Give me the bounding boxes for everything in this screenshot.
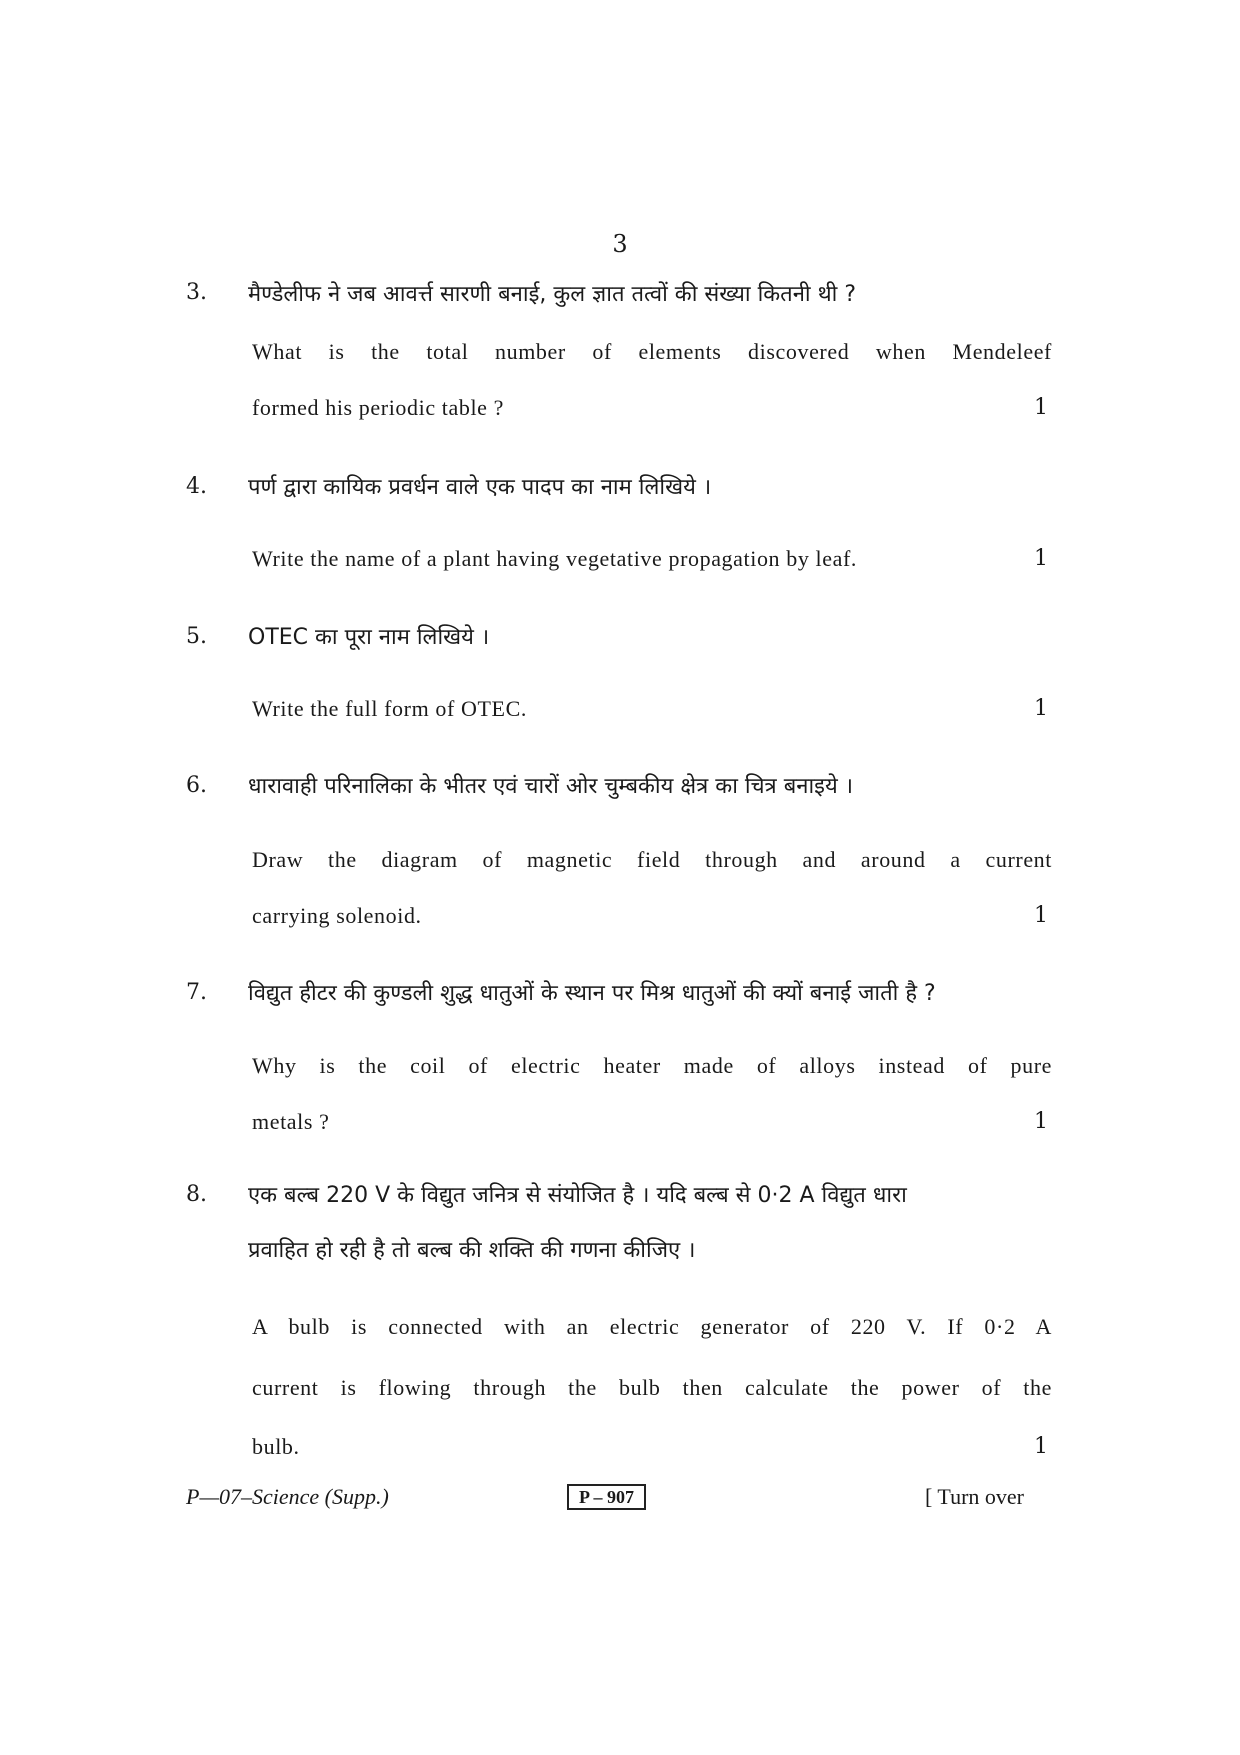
question-number: 5. [186,624,207,649]
question-english: A bulb is connected with an electric generator of 220 V. If 0·2 A [252,1314,1052,1339]
paper-number-box: P – 907 [567,1484,646,1510]
question-number: 3. [186,280,207,305]
question-number: 4. [186,474,207,499]
question-number: 7. [186,980,207,1005]
question-english: Write the name of a plant having vegetative propagation by leaf. [252,546,858,571]
question-hindi: पर्ण द्वारा कायिक प्रवर्धन वाले एक पादप का नाम लिखिये । [248,475,712,500]
question-english: carrying solenoid. [252,903,422,928]
question-hindi: मैण्डेलीफ ने जब आवर्त्त सारणी बनाई, कुल ज्ञात तत्वों की संख्या कितनी थी ? [248,282,857,307]
question-english: Draw the diagram of magnetic field through and around a current [252,847,1052,872]
marks: 1 [1034,696,1048,721]
question-english: Why is the coil of electric heater made of alloys instead of pure [252,1053,1052,1078]
question-hindi: प्रवाहित हो रही है तो बल्ब की शक्ति की गणना कीजिए । [248,1238,696,1263]
question-hindi: धारावाही परिनालिका के भीतर एवं चारों ओर चुम्बकीय क्षेत्र का चित्र बनाइये । [248,774,854,799]
question-hindi: एक बल्ब 220 V के विद्युत जनित्र से संयोजित है । यदि बल्ब से 0·2 A विद्युत धारा [248,1183,907,1208]
marks: 1 [1034,1434,1048,1459]
question-hindi: OTEC का पूरा नाम लिखिये । [248,625,490,650]
question-number: 8. [186,1182,207,1207]
question-hindi: विद्युत हीटर की कुण्डली शुद्ध धातुओं के स्थान पर मिश्र धातुओं की क्यों बनाई जाती है ? [248,981,936,1006]
paper-code: P—07–Science (Supp.) [186,1484,389,1509]
question-english: bulb. [252,1434,300,1459]
marks: 1 [1034,1109,1048,1134]
marks: 1 [1034,903,1048,928]
question-english: What is the total number of elements discovered when Mendeleef [252,339,1052,364]
question-english: Write the full form of OTEC. [252,696,527,721]
question-english: formed his periodic table ? [252,395,505,420]
marks: 1 [1034,546,1048,571]
question-english: current is flowing through the bulb then calculate the power of the [252,1375,1052,1400]
question-number: 6. [186,773,207,798]
turn-over-note: [ Turn over [925,1484,1025,1509]
marks: 1 [1034,395,1048,420]
question-english: metals ? [252,1109,330,1134]
page-number: 3 [612,230,628,258]
